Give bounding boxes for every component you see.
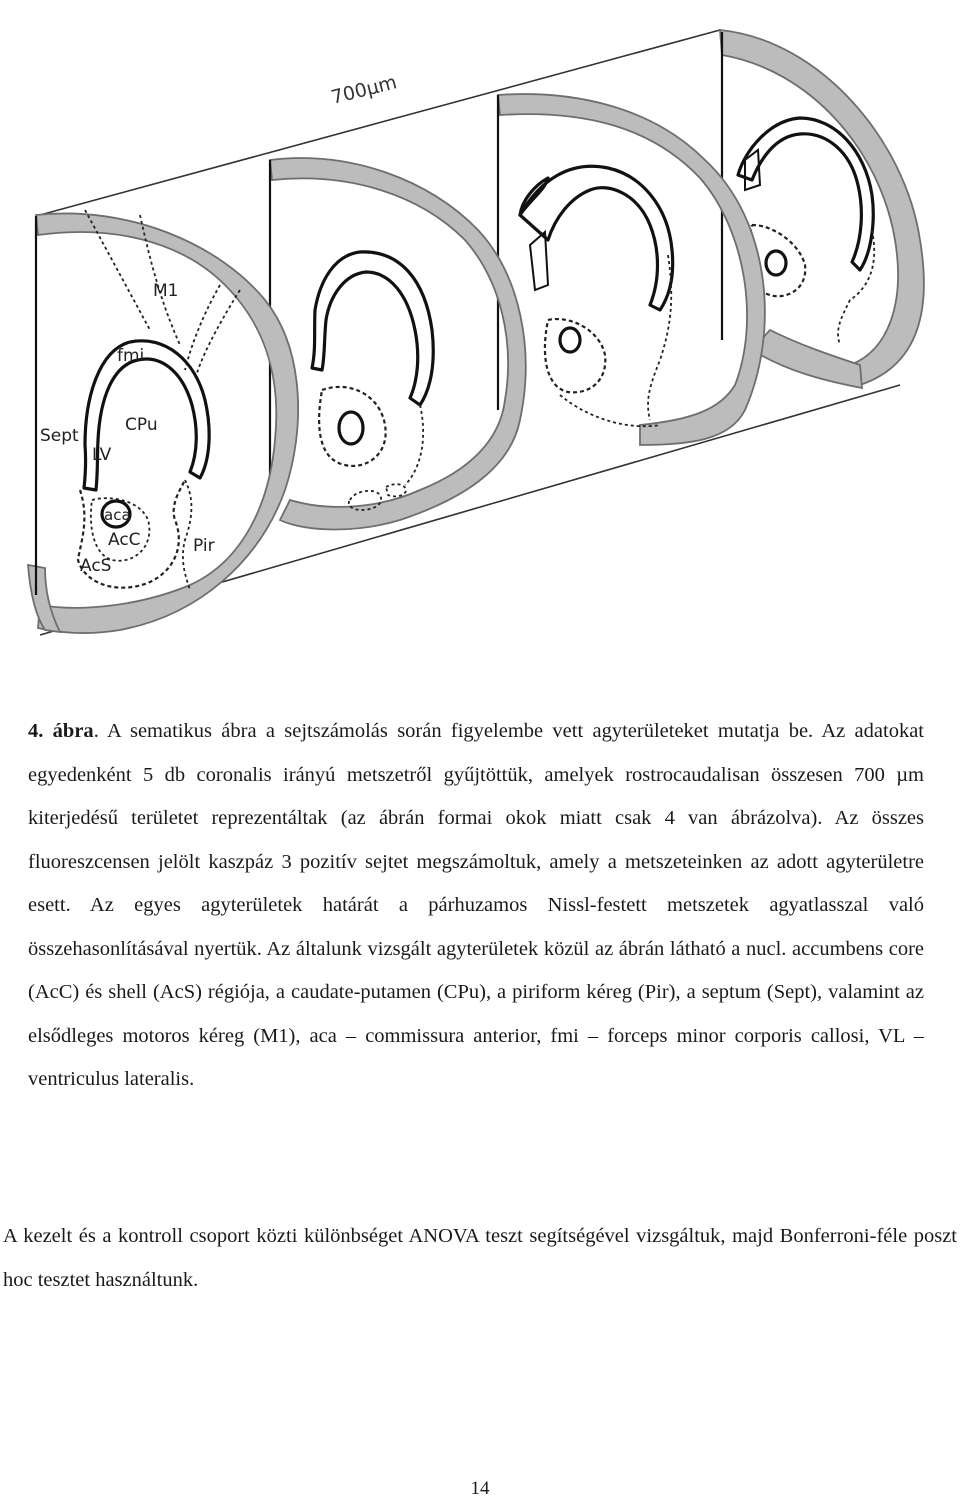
label-fmi: fmi [117,346,145,366]
label-m1: M1 [153,281,179,301]
brain-section-figure [0,0,960,670]
page-number: 14 [470,1478,490,1499]
label-aca: aca [104,506,131,524]
section-2 [270,158,526,529]
scale-label: 700µm [328,71,400,109]
label-sept: Sept [40,426,79,446]
label-acs: AcS [80,556,112,576]
caption-text: . A sematikus ábra a sejtszámolás során figyelembe vett agyterületeket mutatja be. Az adatokat egyedenként 5 db coronalis irányú metszetről gyűjtöttük, amelyek rostrocaudalisan összesen 700 µm kiterjedésű területet reprezentáltak (az ábrán formai okok miatt csak 4 van ábrázolva). Az összes fluoreszcensen jelölt kaszpáz 3 pozitív sejtet megszámoltuk, amely a metszeteinken az adott agyterületre esett. Az egyes agyterületek határát a párhuzamos Nissl-festett metszetek agyatlasszal való összehasonlításával nyertük. Az általunk vizsgált agyterületek közül az ábrán látható a nucl. accumbens core (AcC) és shell (AcS) régiója, a caudate-putamen (CPu), a piriform kéreg (Pir), a septum (Sept), valamint az elsődleges motoros kéreg (M1), aca – commissura anterior, fmi – forceps minor corporis callosi, VL – ventriculus lateralis. [28,720,924,1090]
figure-caption [28,710,924,1102]
section-1 [28,210,298,633]
caption-label: 4. ábra [28,720,94,742]
label-lv: LV [92,445,112,465]
label-pir: Pir [193,536,215,556]
label-cpu: CPu [125,415,158,435]
section-3 [498,94,765,445]
label-acc: AcC [108,530,141,550]
body-paragraph: A kezelt és a kontroll csoport közti különbséget ANOVA teszt segítségével vizsgáltuk, majd Bonferroni-féle poszt hoc tesztet használtunk. [3,1225,957,1291]
